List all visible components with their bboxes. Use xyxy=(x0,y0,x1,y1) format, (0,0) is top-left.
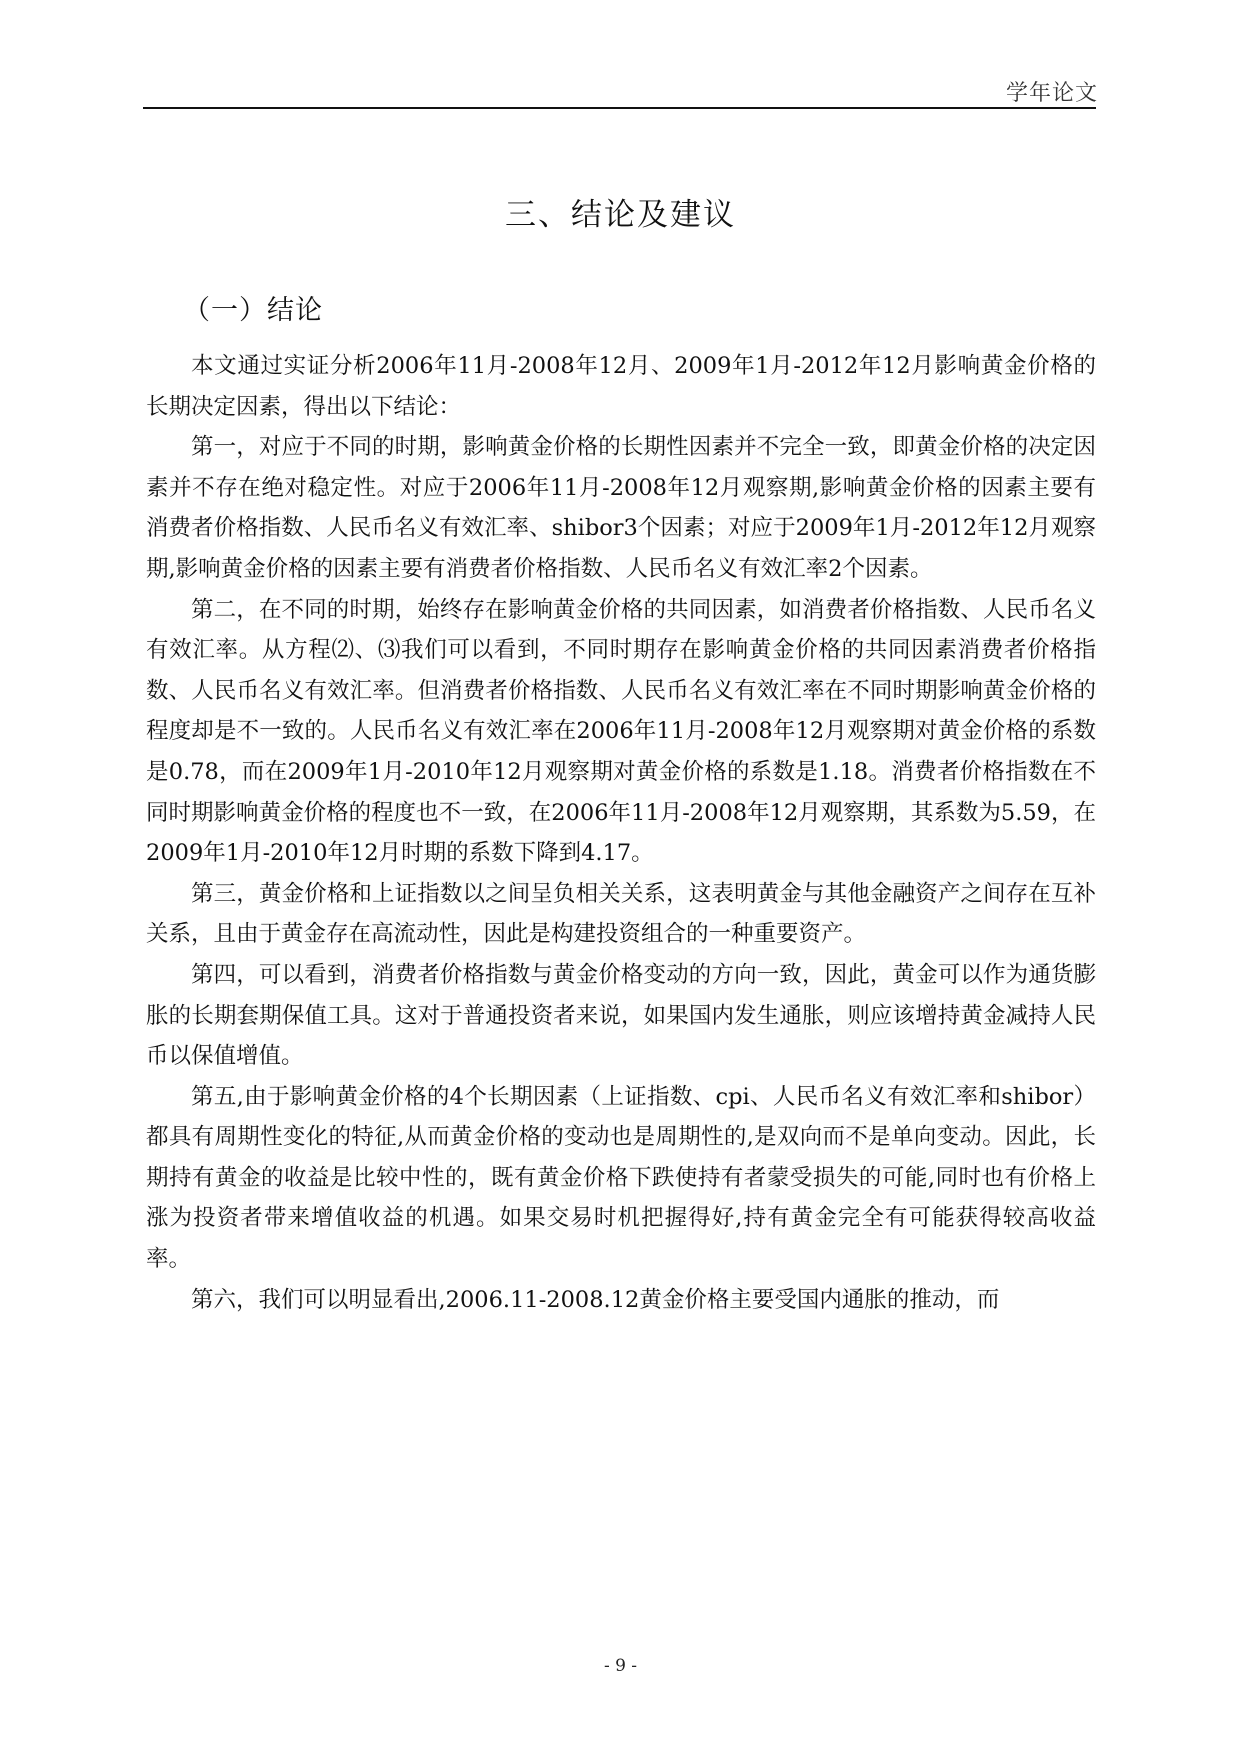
running-header-title: 学年论文 xyxy=(1005,81,1098,106)
paragraph-first: 第一，对应于不同的时期，影响黄金价格的长期性因素并不完全一致，即黄金价格的决定因素并不存在绝对稳定性。对应于2006年11月-2008年12月观察期,影响黄金价格的因素主要有消费者价格指数、人民币名义有效汇率、shibor3个因素；对应于2009年1月-2012年12月观察期,影响黄金价格的因素主要有消费者价格指数、人民币名义有效汇率2个因素。 xyxy=(146,434,1096,582)
chapter-title: 三、结论及建议 xyxy=(505,197,736,233)
section-title: （一）结论 xyxy=(183,295,323,326)
paragraph-intro: 本文通过实证分析2006年11月-2008年12月、2009年1月-2012年12月影响黄金价格的长期决定因素，得出以下结论： xyxy=(146,353,1096,420)
paragraph-sixth: 第六，我们可以明显看出,2006.11-2008.12黄金价格主要受国内通胀的推动，而 xyxy=(191,1286,1000,1313)
page-number: - 9 - xyxy=(603,1656,638,1676)
paragraph-third: 第三，黄金价格和上证指数以之间呈负相关关系，这表明黄金与其他金融资产之间存在互补关系，且由于黄金存在高流动性，因此是构建投资组合的一种重要资产。 xyxy=(146,880,1096,948)
paragraph-fifth: 第五,由于影响黄金价格的4个长期因素（上证指数、cpi、人民币名义有效汇率和shibor）都具有周期性变化的特征,从而黄金价格的变动也是周期性的,是双向而不是单向变动。因此，长期持有黄金的收益是比较中性的，既有黄金价格下跌使持有者蒙受损失的可能,同时也有价格上涨为投资者带来增值收益的机遇。如果交易时机把握得好,持有黄金完全有可能获得较高收益率。 xyxy=(146,1083,1096,1273)
paragraph-second: 第二，在不同的时期，始终存在影响黄金价格的共同因素，如消费者价格指数、人民币名义有效汇率。从方程⑵、⑶我们可以看到，不同时期存在影响黄金价格的共同因素消费者价格指数、人民币名义有效汇率。但消费者价格指数、人民币名义有效汇率在不同时期影响黄金价格的程度却是不一致的。人民币名义有效汇率在2006年11月-2008年12月观察期对黄金价格的系数是0.78，而在2009年1月-2010年12月观察期对黄金价格的系数是1.18。消费者价格指数在不同时期影响黄金价格的程度也不一致，在2006年11月-2008年12月观察期，其系数为5.59，在2009年1月-2010年12月时期的系数下降到4.17。 xyxy=(146,596,1096,867)
header-divider xyxy=(143,107,1096,109)
paragraph-fourth: 第四，可以看到，消费者价格指数与黄金价格变动的方向一致，因此，黄金可以作为通货膨胀的长期套期保值工具。这对于普通投资者来说，如果国内发生通胀，则应该增持黄金减持人民币以保值增值。 xyxy=(146,961,1096,1070)
body-text xyxy=(146,346,1096,1320)
